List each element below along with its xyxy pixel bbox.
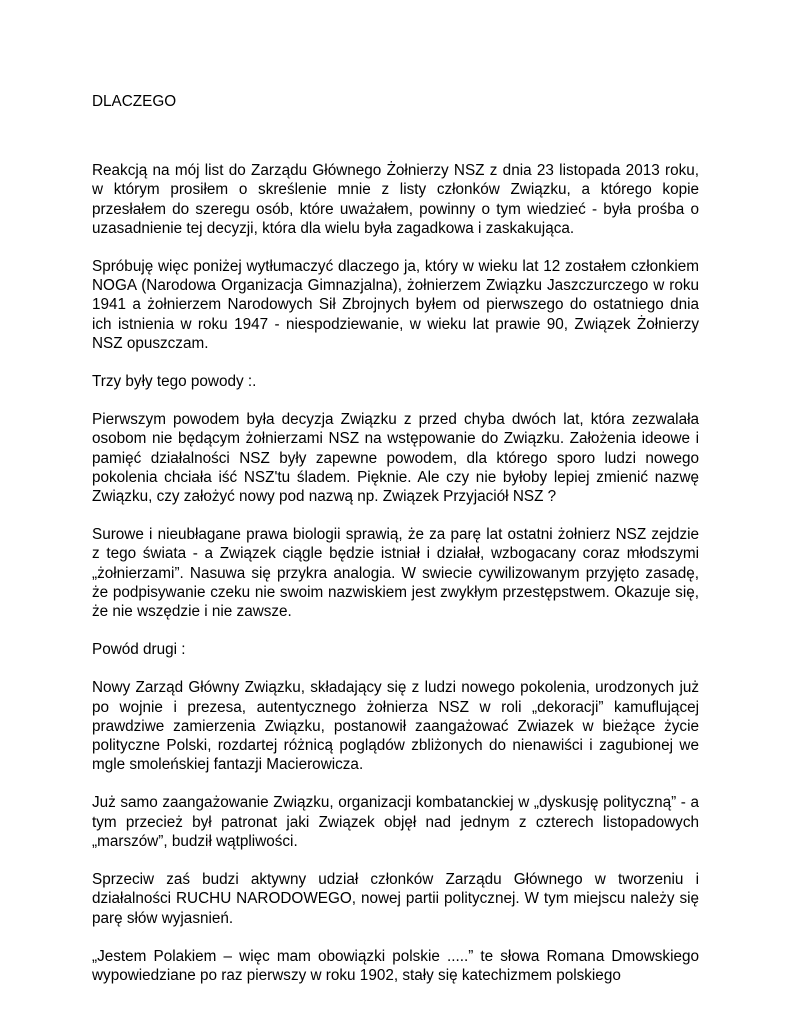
paragraph-biology: Surowe i nieubłagane prawa biologii sprawią, że za parę lat ostatni żołnierz NSZ zejdzie z tego świata - a Związek ciągle będzie istniał i działał, wzbogacany coraz młodszymi „żołnierzami”. Nasuwa się przykra analogia. W swiecie cywilizowanym przyjęto zasadę, że podpisywanie czeku nie swoim nazwiskiem jest zwykłym przestępstwem. Okazuje się, że nie wszędzie i nie zawsze. [92,526,699,621]
paragraph-political-engagement: Już samo zaangażowanie Związku, organizacji kombatanckiej w „dyskusję polityczną” - a tym przecież był patronat jaki Związek objęł nad jednym z czterech listopadowych „marszów”, budził wątpliwości. [92,794,699,850]
paragraph-dmowski-quote: „Jestem Polakiem – więc mam obowiązki polskie .....” te słowa Romana Dmowskiego wypowiedziane po raz pierwszy w roku 1902, stały się katechizmem polskiego [92,947,699,984]
document-page [92,92,699,985]
document-title: DLACZEGO [92,93,177,110]
paragraph-second-reason-heading: Powód drugi : [92,641,186,659]
paragraph-national-movement: Sprzeciw zaś budzi aktywny udział członków Zarządu Głównego w tworzeniu i działalności RUCHU NARODOWEGO, nowej partii politycznej. W tym miejscu należy się parę słów wyjasnień. [92,871,699,927]
paragraph-explanation: Spróbuję więc poniżej wytłumaczyć dlaczego ja, który w wieku lat 12 zostałem członkiem NOGA (Narodowa Organizacja Gimnazjalna), żołnierzem Związku Jaszczurczego w roku 1941 a żołnierzem Narodowych Sił Zbrojnych byłem od pierwszego do ostatniego dnia ich istnienia w roku 1947 - niespodziewanie, w wieku lat prawie 90, Związek Żołnierzy NSZ opuszczam. [92,258,699,352]
paragraph-three-reasons: Trzy były tego powody :. [92,373,257,391]
paragraph-first-reason: Pierwszym powodem była decyzja Związku z przed chyba dwóch lat, która zezwalała osobom nie będącym żołnierzami NSZ na wstępowanie do Związku. Założenia ideowe i pamięć działalności NSZ były zapewne powodem, dla którego sporo ludzi nowego pokolenia chciała iść NSZ'tu śladem. Pięknie. Ale czy nie byłoby lepiej zmienić nazwę Związku, czy założyć nowy pod nazwą np. Związek Przyjaciół NSZ ? [92,411,699,506]
paragraph-reaction: Reakcją na mój list do Zarządu Głównego Żołnierzy NSZ z dnia 23 listopada 2013 roku, w którym prosiłem o skreślenie mnie z listy członków Związku, a którego kopie przesłałem do szeregu osób, które uważałem, powinny o tym wiedzieć - była prośba o uzasadnienie tej decyzji, która dla wielu była zagadkowa i zaskakująca. [92,162,699,237]
paragraph-new-board: Nowy Zarząd Główny Związku, składający się z ludzi nowego pokolenia, urodzonych już po wojnie i prezesa, autentycznego żołnierza NSZ w roli „dekoracji” kamuflującej prawdziwe zamierzenia Związku, postanowił zaangażować Zwiazek w bieżące życie polityczne Polski, rozdartej różnicą poglądów zbliżonych do nienawiści i zagubionej we mgle smoleńskiej fantazji Macierowicza. [92,679,699,774]
